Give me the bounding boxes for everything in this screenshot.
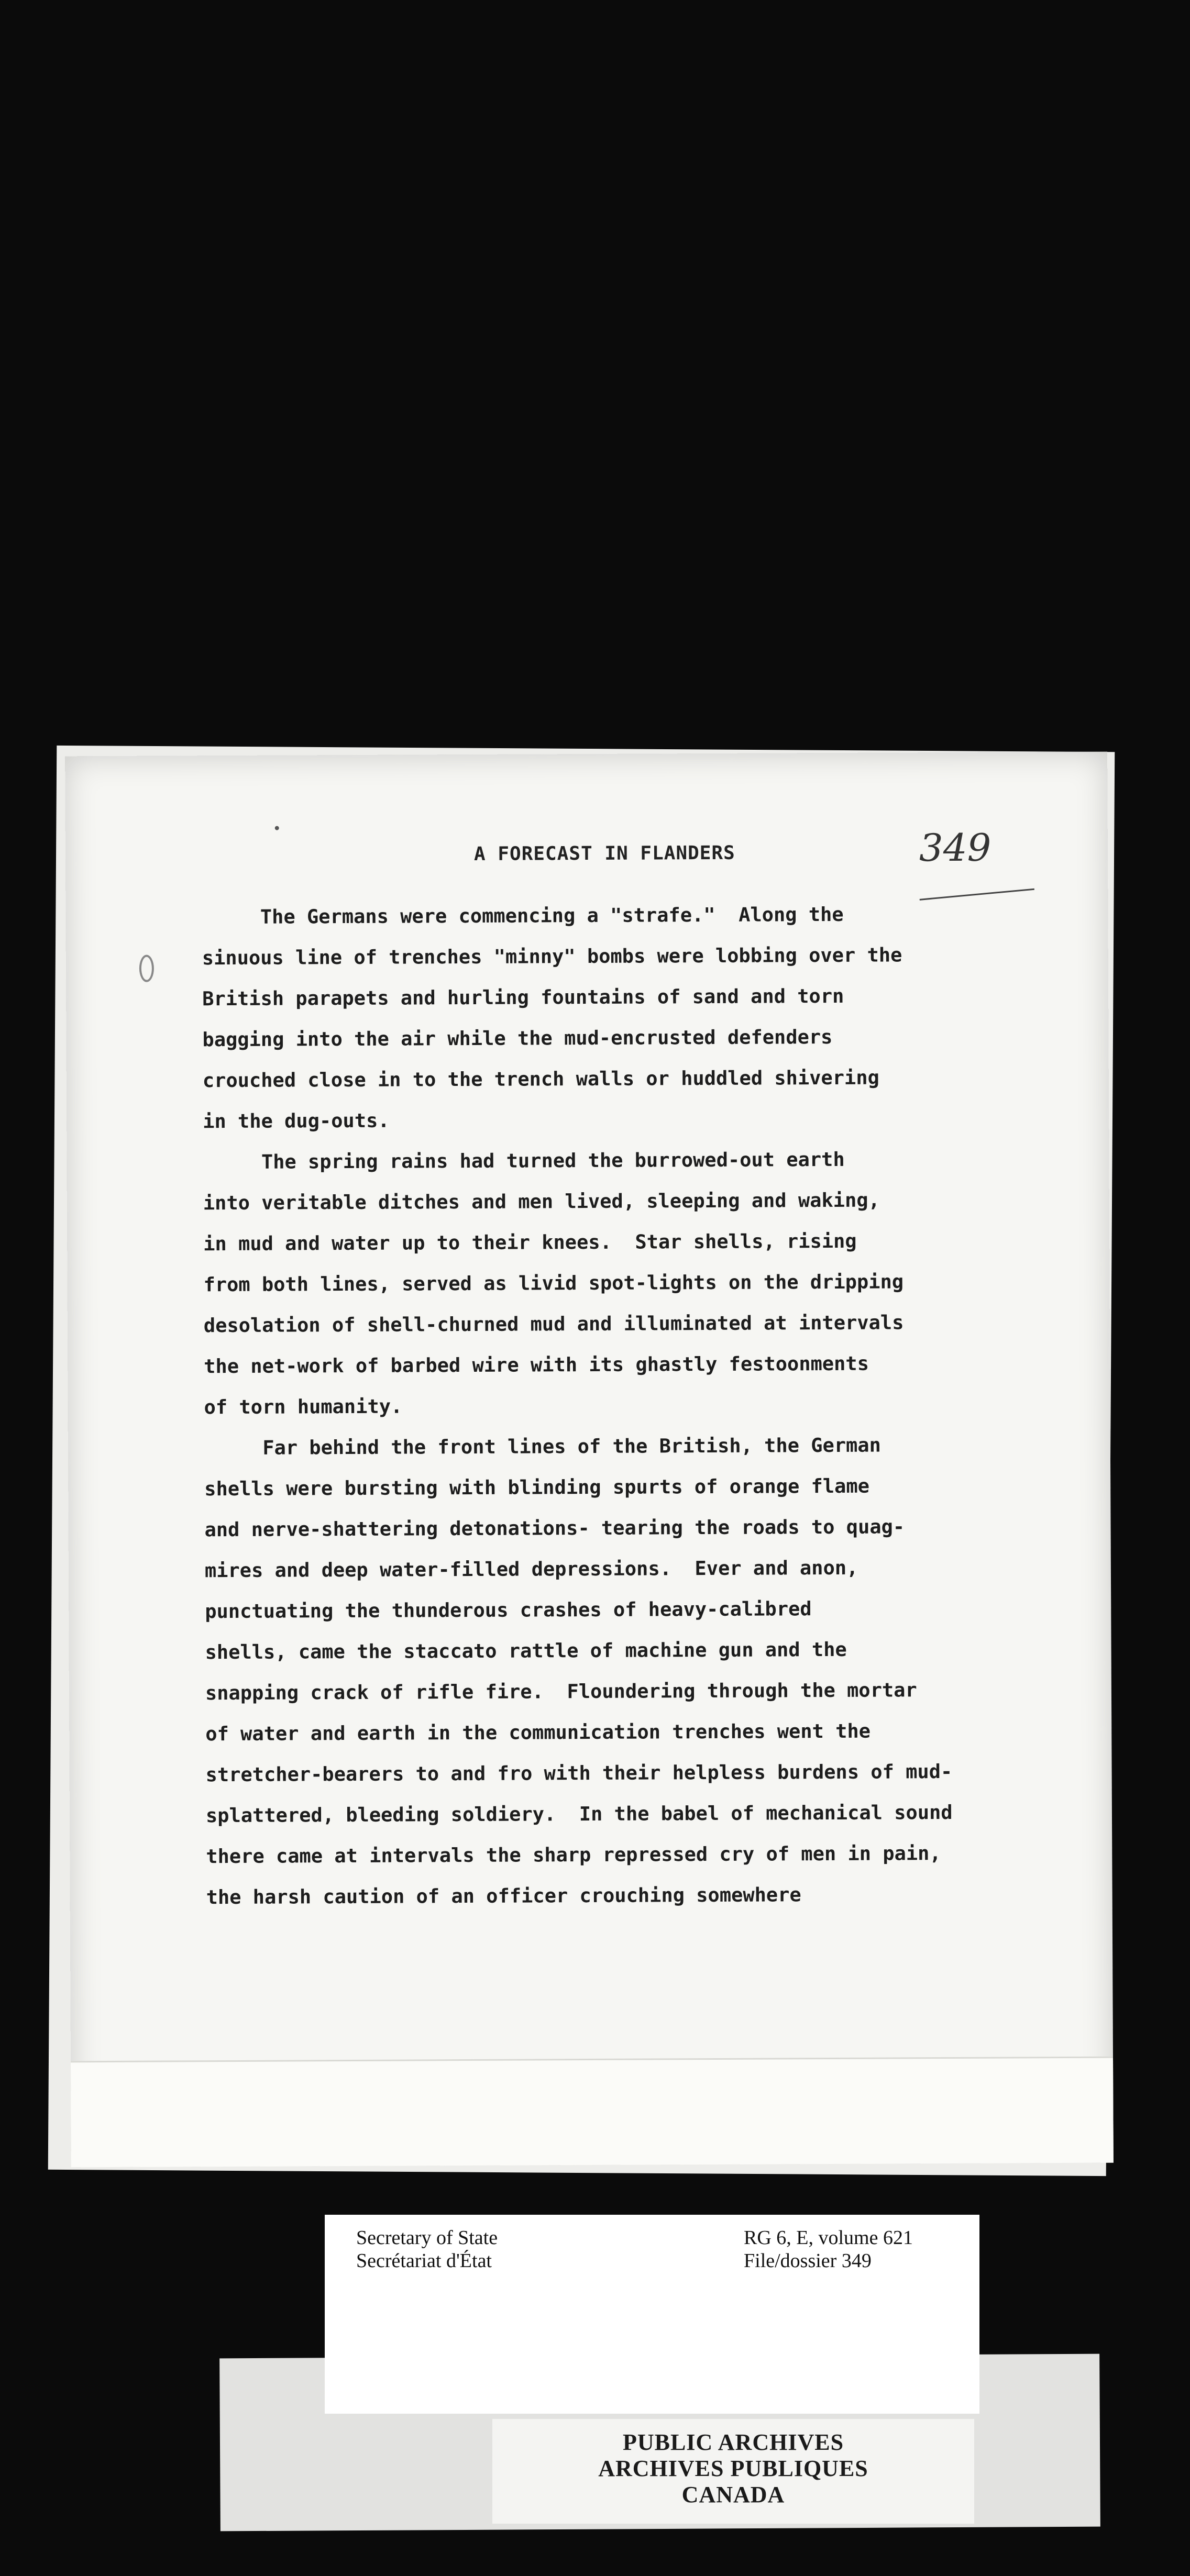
text-line: splattered, bleeding soldiery. In the babel of mechanical sound	[205, 1801, 953, 1827]
department-french: Secrétariat d'État	[356, 2250, 492, 2272]
text-line: there came at intervals the sharp repressed cry of men in pain,	[206, 1842, 941, 1868]
archive-stamp	[492, 2429, 974, 2508]
text-line: of torn humanity.	[204, 1395, 403, 1419]
text-line: of water and earth in the communication trenches went the	[205, 1719, 871, 1746]
file-reference: File/dossier 349	[744, 2250, 872, 2272]
text-line: in the dug-outs.	[203, 1109, 390, 1133]
ink-speck	[275, 826, 279, 830]
text-line: from both lines, served as livid spot-lights on the dripping	[203, 1270, 904, 1296]
text-line: sinuous line of trenches "minny" bombs were lobbing over the	[202, 943, 902, 970]
text-line: and nerve-shattering detonations- tearing the roads to quag-	[204, 1515, 905, 1541]
text-line: bagging into the air while the mud-encrusted defenders	[202, 1025, 833, 1051]
text-line: into veritable ditches and men lived, sleeping and waking,	[203, 1189, 880, 1215]
department-english: Secretary of State	[356, 2227, 498, 2249]
text-line: the net-work of barbed wire with its ghastly festoonments	[204, 1352, 869, 1378]
stamp-line-country: CANADA	[681, 2482, 785, 2507]
archive-stamp-card	[492, 2419, 974, 2524]
text-line: in mud and water up to their knees. Star shells, rising	[203, 1229, 857, 1256]
text-line: shells, came the staccato rattle of machine gun and the	[205, 1638, 847, 1664]
folio-number: 349	[919, 825, 991, 870]
text-line: the harsh caution of an officer crouching somewhere	[206, 1883, 801, 1909]
page-title: A FORECAST IN FLANDERS	[473, 842, 735, 865]
body-text	[202, 893, 1065, 1918]
text-line: snapping crack of rifle fire. Floundering through the mortar	[205, 1679, 917, 1705]
text-line: crouched close in to the trench walls or huddled shivering	[202, 1066, 879, 1092]
department-block	[356, 2226, 498, 2272]
typed-page	[65, 752, 1114, 2168]
text-line: The spring rains had turned the burrowed-out earth	[203, 1148, 845, 1174]
text-line: mires and deep water-filled depressions. Ever and anon,	[204, 1556, 858, 1582]
text-line: punctuating the thunderous crashes of heavy-calibred	[205, 1597, 812, 1623]
text-line: British parapets and hurling fountains of sand and torn	[202, 984, 844, 1011]
text-line: stretcher-bearers to and fro with their helpless burdens of mud-	[205, 1760, 953, 1786]
stamp-line-french: ARCHIVES PUBLIQUES	[598, 2456, 868, 2481]
text-line: The Germans were commencing a "strafe." Along the	[202, 903, 844, 929]
text-line: desolation of shell-churned mud and illuminated at intervals	[203, 1311, 904, 1337]
record-group-reference: RG 6, E, volume 621	[744, 2227, 913, 2249]
text-line: shells were bursting with blinding spurts of orange flame	[204, 1474, 870, 1501]
text-line: Far behind the front lines of the British, the German	[204, 1434, 881, 1460]
archive-reference-card	[325, 2215, 979, 2414]
stamp-line-english: PUBLIC ARCHIVES	[622, 2429, 844, 2455]
reference-block	[744, 2226, 913, 2272]
paper-bottom-strip	[71, 2057, 1114, 2168]
punch-hole	[139, 955, 154, 982]
